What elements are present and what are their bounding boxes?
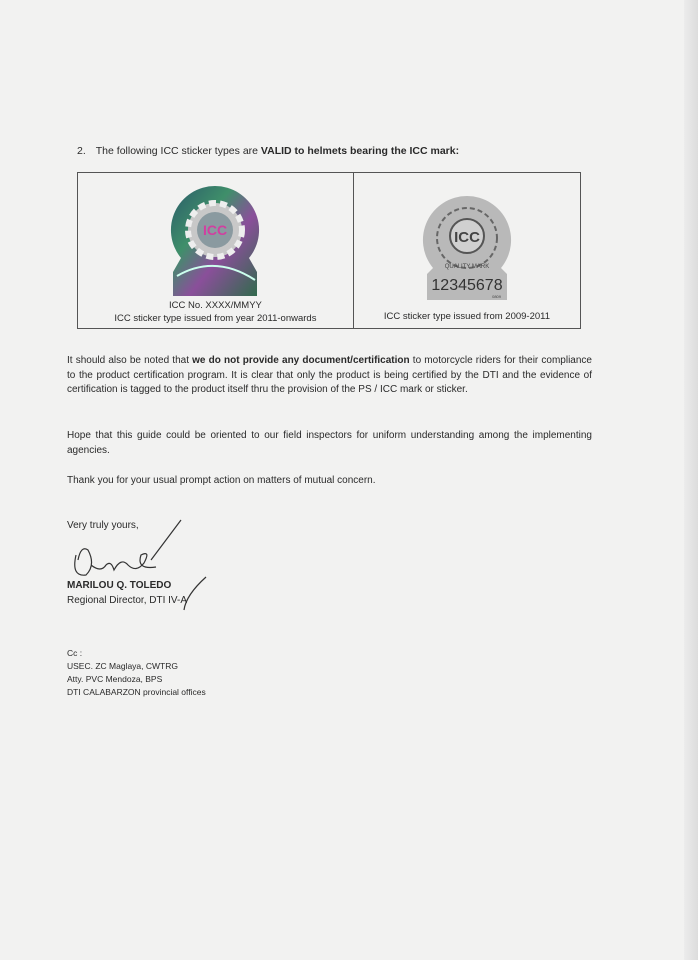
svg-text:0809: 0809 xyxy=(492,294,501,299)
sticker-table xyxy=(77,172,581,329)
section-heading: 2. The following ICC sticker types are VALID to helmets bearing the ICC mark: xyxy=(77,145,460,157)
sticker-caption: ICC sticker type issued from year 2011-onwards xyxy=(114,313,317,324)
sticker-cell-2011 xyxy=(78,173,354,329)
cc-recipient: DTI CALABARZON provincial offices xyxy=(67,687,206,697)
silver-icc-quality-mark-sticker-image xyxy=(417,192,517,304)
svg-text:ICC: ICC xyxy=(203,222,228,238)
sticker-cell-2009 xyxy=(353,173,580,329)
holographic-icc-sticker-image xyxy=(169,184,261,299)
svg-text:ICC: ICC xyxy=(454,229,480,246)
sticker-caption: ICC sticker type issued from 2009-2011 xyxy=(383,311,551,322)
cc-recipient: USEC. ZC Maglaya, CWTRG xyxy=(67,661,178,671)
sticker-code: ICC No. XXXX/MMYY xyxy=(168,300,262,311)
signatory-title: Regional Director, DTI IV-A xyxy=(67,595,188,606)
paragraph-no-certification: It should also be noted that we do not provide any document/certification to motorcycle riders for their compliance to the product certification program. It is clear that only the product is being certified by the DTI and the evidence of certification is tagged to the product itself thru the provision of the PS / ICC mark or sticker. xyxy=(67,355,592,395)
cc-recipient: Atty. PVC Mendoza, BPS xyxy=(67,674,163,684)
signatory-name: MARILOU Q. TOLEDO xyxy=(67,580,172,591)
paragraph-thanks: Thank you for your usual prompt action on matters of mutual concern. xyxy=(67,475,376,486)
svg-text:QUALITY MARK: QUALITY MARK xyxy=(444,264,490,270)
salutation: Very truly yours, xyxy=(67,520,139,531)
cc-block: Cc : USEC. ZC Maglaya, CWTRG Atty. PVC Mendoza, BPS DTI CALABARZON provincial offices xyxy=(67,648,206,697)
paragraph-guide: Hope that this guide could be oriented to our field inspectors for uniform understanding among the implementing agencies. xyxy=(67,430,592,456)
svg-text:12345678: 12345678 xyxy=(431,277,503,294)
page-edge xyxy=(684,0,698,960)
